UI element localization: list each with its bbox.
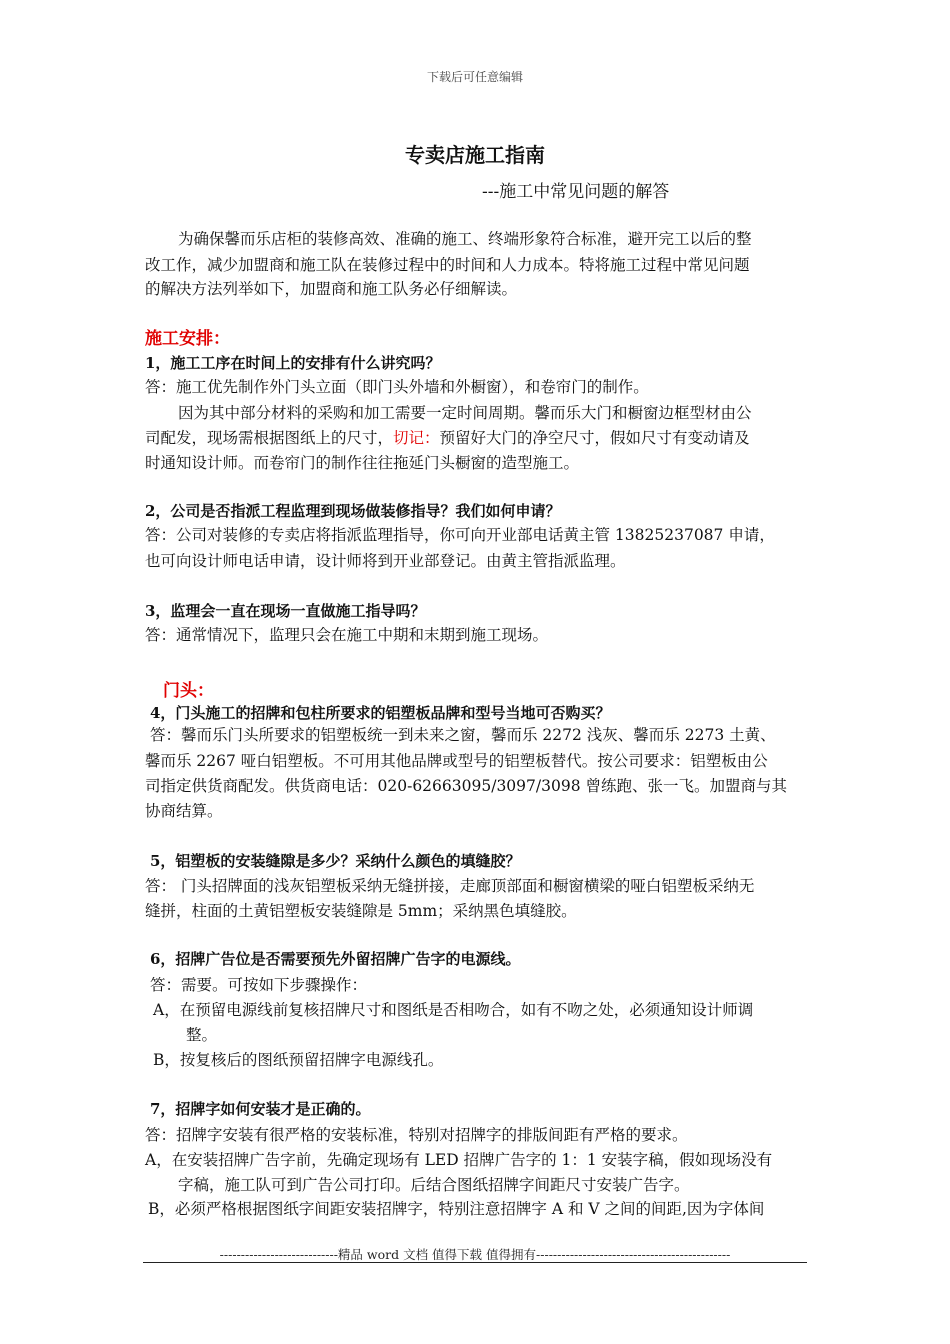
intro-line-2: 改工作，减少加盟商和施工队在装修过程中的时间和人力成本。特将施工过程中常见问题 xyxy=(145,256,750,274)
footer-rule xyxy=(143,1262,807,1263)
answer-4-line-3: 司指定供货商配发。供货商电话：020-62663095/3097/3098 曾练跑、张一飞。加盟商与其 xyxy=(145,777,787,795)
page-footer: ----------------------------精品 word 文档 值得下载 值得拥有---------------------------------------------- xyxy=(219,1247,731,1262)
answer-4-line-2: 馨而乐 2267 哑白铝塑板。不可用其他品牌或型号的铝塑板替代。按公司要求：铝塑板由公 xyxy=(145,752,768,770)
question-4: 4，门头施工的招牌和包柱所要求的铝塑板品牌和型号当地可否购买？ xyxy=(150,704,611,722)
question-5: 5，铝塑板的安装缝隙是多少？采纳什么颜色的填缝胶？ xyxy=(150,852,521,870)
document-title: 专卖店施工指南 xyxy=(405,143,545,167)
answer-1-line-1: 答：施工优先制作外门头立面（即门头外墙和外橱窗），和卷帘门的制作。 xyxy=(145,378,649,396)
answer-4-line-4: 协商结算。 xyxy=(145,802,223,820)
answer-1-line-3 xyxy=(145,425,750,451)
question-1: 1，施工工序在时间上的安排有什么讲究吗？ xyxy=(145,354,441,372)
intro-line-1: 为确保馨而乐店柜的装修高效、准确的施工、终端形象符合标准，避开完工以后的整 xyxy=(178,230,752,248)
answer-1-text: 司配发，现场需根据图纸上的尺寸， xyxy=(145,429,394,447)
page-header: 下载后可任意编辑 xyxy=(426,70,523,84)
answer-6-step-a: A，在预留电源线前复核招牌尺寸和图纸是否相吻合，如有不吻之处，必须通知设计师调 xyxy=(153,1001,754,1019)
answer-4-line-1: 答：馨而乐门头所要求的铝塑板统一到未来之窗，馨而乐 2272 浅灰、馨而乐 2273 土黄、 xyxy=(150,726,776,744)
answer-6-step-b: B，按复核后的图纸预留招牌字电源线孔。 xyxy=(153,1051,444,1069)
answer-3: 答：通常情况下，监理只会在施工中期和末期到施工现场。 xyxy=(145,626,549,644)
question-7: 7，招牌字如何安装才是正确的。 xyxy=(150,1100,371,1118)
answer-1-line-2: 因为其中部分材料的采购和加工需要一定时间周期。馨而乐大门和橱窗边框型材由公 xyxy=(178,404,752,422)
answer-7-step-a: A，在安装招牌广告字前，先确定现场有 LED 招牌广告字的 1：1 安装字稿，假如现场没有 xyxy=(145,1151,773,1169)
answer-7-step-b: B，必须严格根据图纸字间距安装招牌字，特别注意招牌字 A 和 V 之间的间距,因为字体间 xyxy=(148,1200,765,1218)
answer-5-line-2: 缝拼，柱面的土黄铝塑板安装缝隙是 5mm；采纳黑色填缝胶。 xyxy=(145,902,577,920)
intro-line-3: 的解决方法列举如下，加盟商和施工队务必仔细解读。 xyxy=(145,280,518,298)
answer-1-line-4: 时通知设计师。而卷帘门的制作往往拖延门头橱窗的造型施工。 xyxy=(145,454,580,472)
section-heading-construction: 施工安排： xyxy=(145,329,230,349)
answer-5-line-1: 答： 门头招牌面的浅灰铝塑板采纳无缝拼接，走廊顶部面和橱窗横梁的哑白铝塑板采纳无 xyxy=(145,877,755,895)
document-subtitle: ---施工中常见问题的解答 xyxy=(482,182,670,202)
answer-6-line-1: 答：需要。可按如下步骤操作： xyxy=(150,976,368,994)
question-3: 3，监理会一直在现场一直做施工指导吗？ xyxy=(145,602,426,620)
question-6: 6，招牌广告位是否需要预先外留招牌广告字的电源线。 xyxy=(150,950,521,968)
answer-1-text-after: 预留好大门的净空尺寸，假如尺寸有变动请及 xyxy=(439,429,750,447)
answer-7-step-a-cont: 字稿，施工队可到广告公司打印。后结合图纸招牌字间距尺寸安装广告字。 xyxy=(178,1176,690,1194)
answer-6-step-a-cont: 整。 xyxy=(186,1026,218,1044)
warning-label: 切记： xyxy=(393,429,440,447)
answer-7-line-1: 答：招牌字安装有很严格的安装标准，特别对招牌字的排版间距有严格的要求。 xyxy=(145,1126,688,1144)
answer-2-line-2: 也可向设计师电话申请，设计师将到开业部登记。由黄主管指派监理。 xyxy=(145,552,626,570)
question-2: 2，公司是否指派工程监理到现场做装修指导？我们如何申请？ xyxy=(145,502,561,520)
answer-2-line-1: 答：公司对装修的专卖店将指派监理指导，你可向开业部电话黄主管 13825237087 申请， xyxy=(145,526,775,544)
section-heading-storefront: 门头： xyxy=(163,681,214,701)
